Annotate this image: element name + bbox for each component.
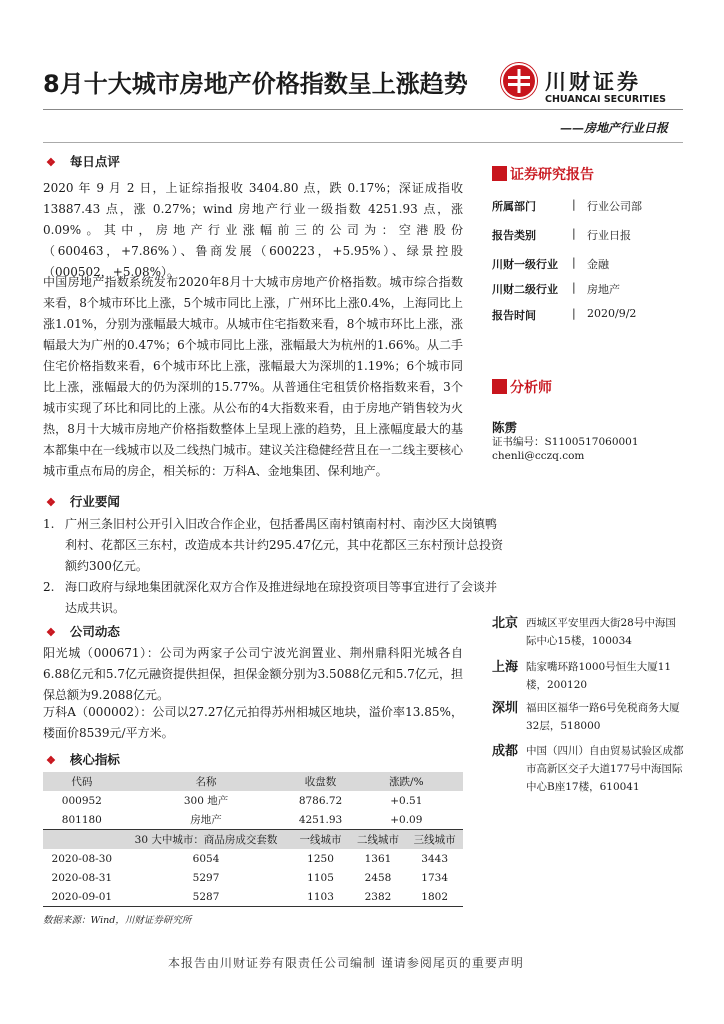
table-header-row: 30 大中城市：商品房成交套数 一线城市 二线城市 三线城市 [43,830,463,850]
section-heading-company: ❖ 公司动态 [46,624,120,639]
section-heading-core: ❖ 核心指标 [46,752,120,767]
core-indicators-table [43,772,463,907]
list-item: 1. 广州三条旧村公开引入旧改合作企业，包括番禺区南村镇南村村、南沙区大岗镇鸭利村、花都区三东村，改造成本共计约295.47亿元，其中花都区三东村预计总投资额约300亿元。 [43,517,503,573]
header-divider [43,109,683,110]
analyst-cert: 证书编号：S1100517060001 [492,436,639,448]
table-row: 801180 房地产 4251.93 +0.09 [61,813,423,826]
company-news-paragraph-1: 阳光城（000671）：公司为两家子公司宁波光润置业、荆州鼎科阳光城各自6.88亿元和5.7亿元融资提供担保，担保金额分别为3.5088亿元和5.7亿元，担保总额为9.2088亿元。 [43,646,463,702]
office-address-shanghai: 陆家嘴环路1000号恒生大厦11楼，200120 [526,661,672,691]
office-city-chengdu: 成都 [492,744,519,759]
diamond-bullet-icon: ❖ [46,754,56,767]
data-source-note: 数据来源：Wind，川财证券研究所 [43,915,192,926]
office-city-shenzhen: 深圳 [492,701,519,716]
company-news-paragraph-2: 万科A（000002）：公司以27.27亿元拍得苏州相城区地块，溢价率13.85%，楼面价8539元/平方米。 [43,705,463,740]
analyst-email[interactable]: chenli@cczq.com [492,450,585,462]
table-header-row: 代码 名称 收盘数 涨跌/% [43,772,463,791]
section-heading-industry: ❖ 行业要闻 [46,494,120,509]
logo-icon [500,62,538,100]
analyst-icon [492,379,507,394]
footer-disclaimer: 本报告由川财证券有限责任公司编制 谨请参阅尾页的重要声明 [168,956,524,970]
list-item: 2. 海口政府与绿地集团就深化双方合作及推进绿地在琼投资项目等事宜进行了会谈并达成共识。 [43,580,498,615]
header-divider-2 [43,142,683,143]
table-row: 000952 300 地产 8786.72 +0.51 [61,794,423,807]
industry-news-list [43,514,505,614]
report-icon [492,166,507,181]
section-heading-daily: ❖ 每日点评 [46,154,120,169]
logo-text-cn: 川财证券 [545,70,641,94]
diamond-bullet-icon: ❖ [46,626,56,639]
office-address-chengdu: 中国（四川）自由贸易试验区成都市高新区交子大道177号中海国际中心B座17楼，610041 [526,745,684,793]
report-subtitle: ——房地产行业日报 [560,121,669,135]
page-title: 8月十大城市房地产价格指数呈上涨趋势 [43,70,468,98]
daily-review-paragraph-2: 中国房地产指数系统发布2020年8月十大城市房地产价格指数。城市综合指数来看，8个城市环比上涨，5个城市同比上涨，广州环比上涨0.4%，上海同比上涨1.01%，分别为涨幅最大城市。从城市住宅指数来看，8个城市环比上涨，涨幅最大为广州的0.47%；6个城市同比上涨，涨幅最大为杭州的1.66%。从二手住宅价格指数来看，6个城市环比上涨，涨幅最大为深圳的1.19%；6个城市同比上涨，涨幅最大的仍为深圳的15.77%。从普通住宅租赁价格指数来看，3个城市实现了环比和同比的上涨。从公布的4大指数来看，由于房地产销售较为火热，8月十大城市房地产价格指数整体上呈现上涨的趋势，且上涨幅度最大的基本都集中在一线城市以及二线热门城市。建议关注稳健经营且在一二线主要核心城市重点布局的房企，相关标的：万科A、金地集团、保利地产。 [43,275,464,478]
office-city-shanghai: 上海 [492,660,519,675]
table-row: 2020-08-31 5297 1105 2458 1734 [51,871,449,884]
diamond-bullet-icon: ❖ [46,496,56,509]
office-address-beijing: 西城区平安里西大街28号中海国际中心15楼，100034 [526,617,676,647]
office-address-shenzhen: 福田区福华一路6号免税商务大厦32层，518000 [526,702,680,732]
report-heading: 证券研究报告 [492,164,594,184]
analyst-heading: 分析师 [492,377,552,397]
diamond-bullet-icon: ❖ [46,156,56,169]
office-city-beijing: 北京 [492,616,519,631]
table-row: 2020-09-01 5287 1103 2382 1802 [43,887,463,907]
analyst-name: 陈雳 [492,420,518,435]
logo-text-en: CHUANCAI SECURITIES [545,94,667,105]
daily-review-paragraph-1: 2020 年 9 月 2 日，上证综指报收 3404.80 点，跌 0.17%；深证成指收 13887.43 点，涨 0.27%；wind 房地产行业一级指数 4251.93 点，涨 0.09%。其中，房地产行业涨幅前三的公司为：空港股份（600463，+7.86%）、鲁商发展（600223，+5.95%）、绿景控股（000502，+5.08%）。 [43,181,463,279]
table-row: 2020-08-30 6054 1250 1361 3443 [51,852,449,865]
